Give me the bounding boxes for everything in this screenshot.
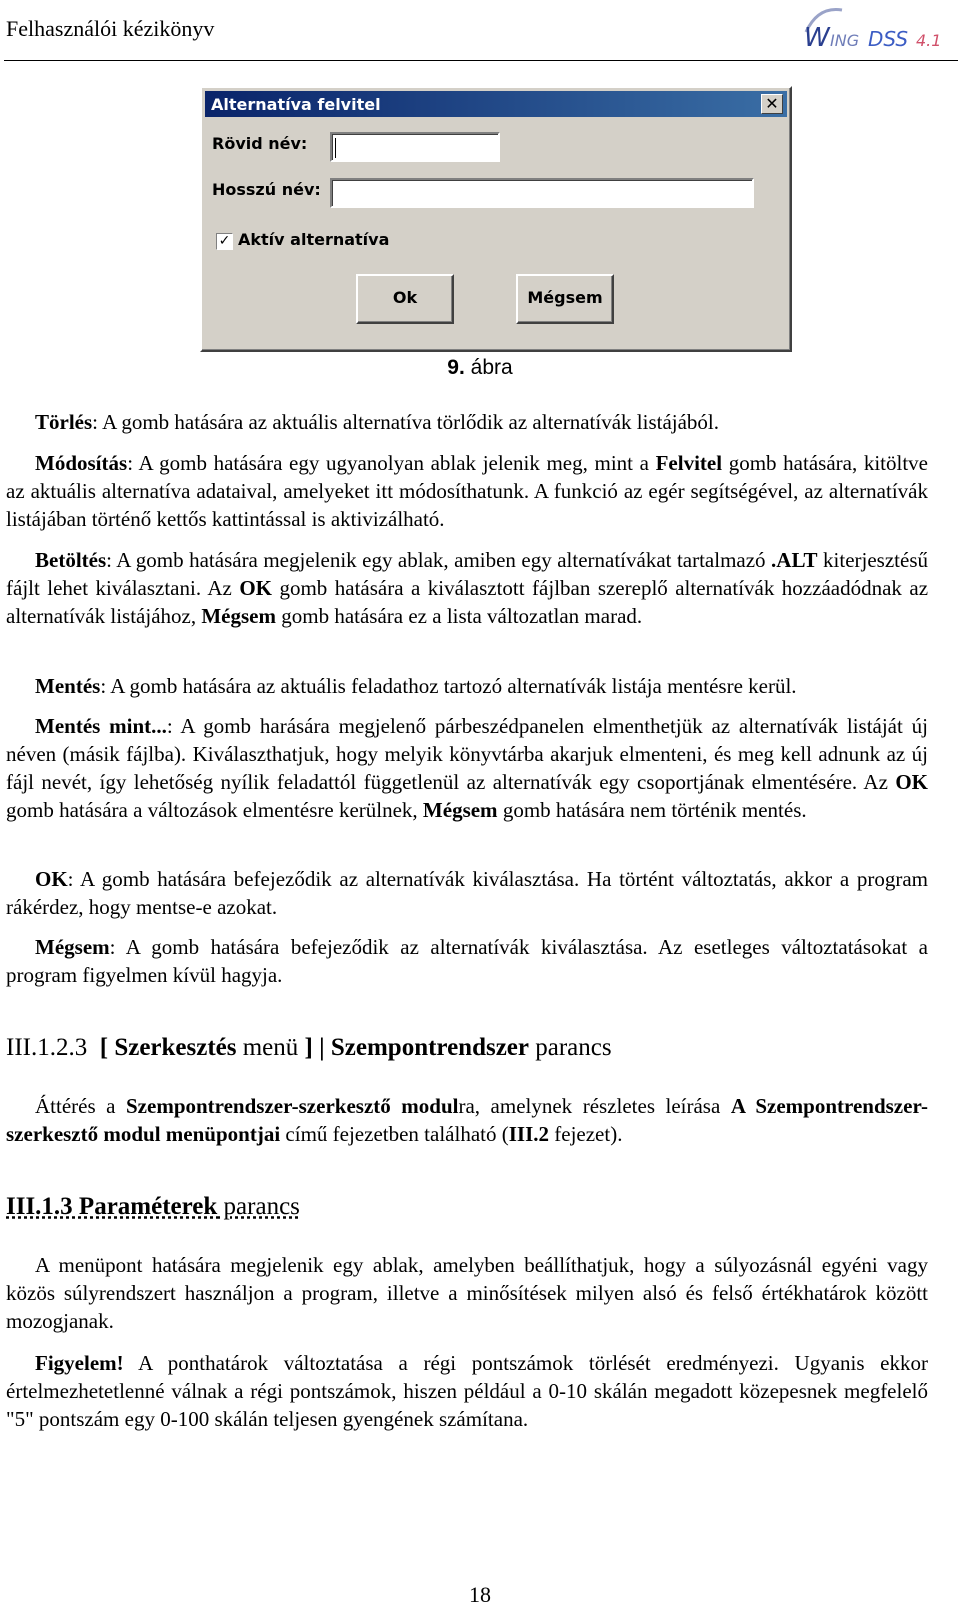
page-header bbox=[4, 14, 958, 61]
short-name-label: Rövid név: bbox=[212, 134, 308, 153]
term-torles: Törlés bbox=[35, 410, 93, 434]
term-felvitel: Felvitel bbox=[655, 451, 723, 475]
paragraph-parameterek bbox=[6, 1251, 928, 1335]
bracket-sep: ] | bbox=[304, 1034, 331, 1061]
menu-name: Szerkesztés bbox=[114, 1034, 237, 1061]
term-chapter: III.2 bbox=[508, 1122, 550, 1146]
alternative-add-dialog bbox=[200, 86, 792, 352]
term-ok-3: OK bbox=[35, 867, 68, 891]
text-atteres-3: című fejezetben található ( bbox=[280, 1122, 509, 1146]
term-figyelem: Figyelem! bbox=[35, 1351, 124, 1375]
active-checkbox[interactable]: ✓ bbox=[216, 233, 233, 250]
section-313-command-word: parancs bbox=[217, 1193, 300, 1220]
close-icon[interactable]: ✕ bbox=[761, 94, 783, 114]
term-module: Szempontrendszer-szerkesztő modul bbox=[126, 1094, 459, 1118]
text-atteres-2: ra, amelynek részletes leírása bbox=[458, 1094, 731, 1118]
text-parameterek: A menüpont hatására megjelenik egy ablak, amelyben beállíthatjuk, hogy a súlyozásnál egyéni vagy közös súlyrendszert használjon a program, illetve a minősítések milyen alsó és felső értékhatárok között mozogjanak. bbox=[6, 1253, 928, 1333]
text-mentes-mint-2: gomb hatására a változások elmentésre kerülnek, bbox=[6, 798, 423, 822]
term-ok-2: OK bbox=[895, 770, 928, 794]
short-name-input[interactable] bbox=[330, 132, 500, 162]
paragraph-betoltes bbox=[6, 546, 928, 630]
section-heading-313[interactable] bbox=[6, 1193, 300, 1221]
term-betoltes: Betöltés bbox=[35, 548, 107, 572]
paragraph-mentes bbox=[6, 672, 928, 700]
section-title-313: III.1.3 Paraméterek bbox=[6, 1193, 218, 1220]
term-megsem-2: Mégsem bbox=[422, 798, 498, 822]
long-name-label: Hosszú név: bbox=[212, 180, 321, 199]
text-mentes-mint-3: gomb hatására nem történik mentés. bbox=[497, 798, 807, 822]
bracket-open: [ bbox=[99, 1034, 115, 1061]
section-num-312: III.1.2.3 bbox=[6, 1034, 88, 1061]
term-mentes: Mentés bbox=[35, 674, 101, 698]
text-megsem: : A gomb hatására befejeződik az alternatívák kiválasztása. Az esetleges változtatásokat a program figyelmen kívül hagyja. bbox=[6, 935, 928, 987]
header-title: Felhasználói kézikönyv bbox=[6, 16, 215, 41]
text-atteres-4: fejezet). bbox=[549, 1122, 623, 1146]
text-caret bbox=[335, 138, 336, 158]
paragraph-mentes-mint bbox=[6, 712, 928, 824]
text-figyelem: A ponthatárok változtatása a régi pontszámok törlését eredményezi. Ugyanis ekkor értelmezhetetlenné válnak a régi pontszámok, hiszen például a 0-10 skálán megadott közepesnek megfelelő "5" pontszám egy 0-100 skálán teljesen gyengének számítana. bbox=[6, 1351, 928, 1431]
paragraph-torles bbox=[6, 408, 928, 436]
term-megsem: Mégsem bbox=[201, 604, 276, 628]
active-label: Aktív alternatíva bbox=[238, 230, 390, 249]
section-heading-312 bbox=[6, 1034, 612, 1062]
figure-caption bbox=[0, 356, 960, 380]
svg-text:ING: ING bbox=[830, 31, 860, 50]
text-betoltes-2: kiterjesztésű fájlt lehet kiválasztani. Az bbox=[6, 548, 928, 600]
text-modositas-2: gomb hatására, kitöltve az aktuális alternatíva adataival, amelyeket itt módosíthatunk. A funkció az egér segítségével, az alternatívák listájában történő kettős kattintással is aktivizálható. bbox=[6, 451, 929, 531]
text-torles: : A gomb hatására az aktuális alternatíva törlődik az alternatívák listájából. bbox=[92, 410, 720, 434]
figure-caption-text: ábra bbox=[470, 356, 513, 379]
text-mentes-mint-1: : A gomb harására megjelenő párbeszédpanelen elmenthetjük az alternatívák listáját új néven (másik fájlba). Kiválaszthatjuk, hogy melyik könyvtárba akarjuk elmenteni, és meg kell adnunk az új fájl nevét, így lehetőség nyílik feladattól függetlenül az alternatívák egy csoportjának elmentésére. Az bbox=[6, 714, 928, 794]
menu-word: menü bbox=[236, 1034, 305, 1061]
paragraph-modositas bbox=[6, 449, 928, 533]
text-mentes: : A gomb hatására az aktuális feladathoz tartozó alternatívák listája mentésre kerül. bbox=[100, 674, 797, 698]
term-alt: .ALT bbox=[771, 548, 818, 572]
term-module-menus: A Szempontrendszer-szerkesztő modul menüpontjai bbox=[6, 1094, 928, 1146]
svg-text:4.1: 4.1 bbox=[916, 31, 942, 50]
paragraph-atteres bbox=[6, 1092, 928, 1148]
paragraph-figyelem bbox=[6, 1349, 928, 1433]
text-ok: : A gomb hatására befejeződik az alternatívák kiválasztása. Ha történt változtatás, akkor a program rákérdez, hogy mentse-e azokat. bbox=[6, 867, 928, 919]
term-ok: OK bbox=[239, 576, 273, 600]
dialog-title-bar bbox=[205, 91, 787, 117]
text-betoltes-1: : A gomb hatására megjelenik egy ablak, amiben egy alternatívákat tartalmazó bbox=[106, 548, 772, 572]
dialog-title: Alternatíva felvitel bbox=[211, 95, 381, 114]
term-megsem-3: Mégsem bbox=[35, 935, 110, 959]
svg-text:DSS: DSS bbox=[868, 27, 909, 51]
ok-button[interactable]: Ok bbox=[356, 274, 454, 324]
term-mentes-mint: Mentés mint... bbox=[35, 714, 167, 738]
command-name: Szempontrendszer bbox=[330, 1034, 529, 1061]
paragraph-ok bbox=[6, 865, 928, 921]
figure-number: 9. bbox=[447, 356, 465, 379]
text-atteres-1: Áttérés a bbox=[35, 1094, 126, 1118]
term-modositas: Módosítás bbox=[35, 451, 128, 475]
text-betoltes-4: gomb hatására ez a lista változatlan marad. bbox=[275, 604, 643, 628]
paragraph-megsem bbox=[6, 933, 928, 989]
cancel-button[interactable]: Mégsem bbox=[516, 274, 614, 324]
wingdss-logo bbox=[798, 2, 948, 54]
text-betoltes-3: gomb hatására a kiválasztott fájlban szereplő alternatívák hozzáadódnak az alternatívák listájához, bbox=[6, 576, 929, 628]
command-word: parancs bbox=[529, 1034, 612, 1061]
text-modositas-1: : A gomb hatására egy ugyanolyan ablak jelenik meg, mint a bbox=[127, 451, 656, 475]
page-number: 18 bbox=[469, 1582, 491, 1607]
long-name-input[interactable] bbox=[330, 178, 754, 208]
svg-text:W: W bbox=[804, 23, 830, 53]
